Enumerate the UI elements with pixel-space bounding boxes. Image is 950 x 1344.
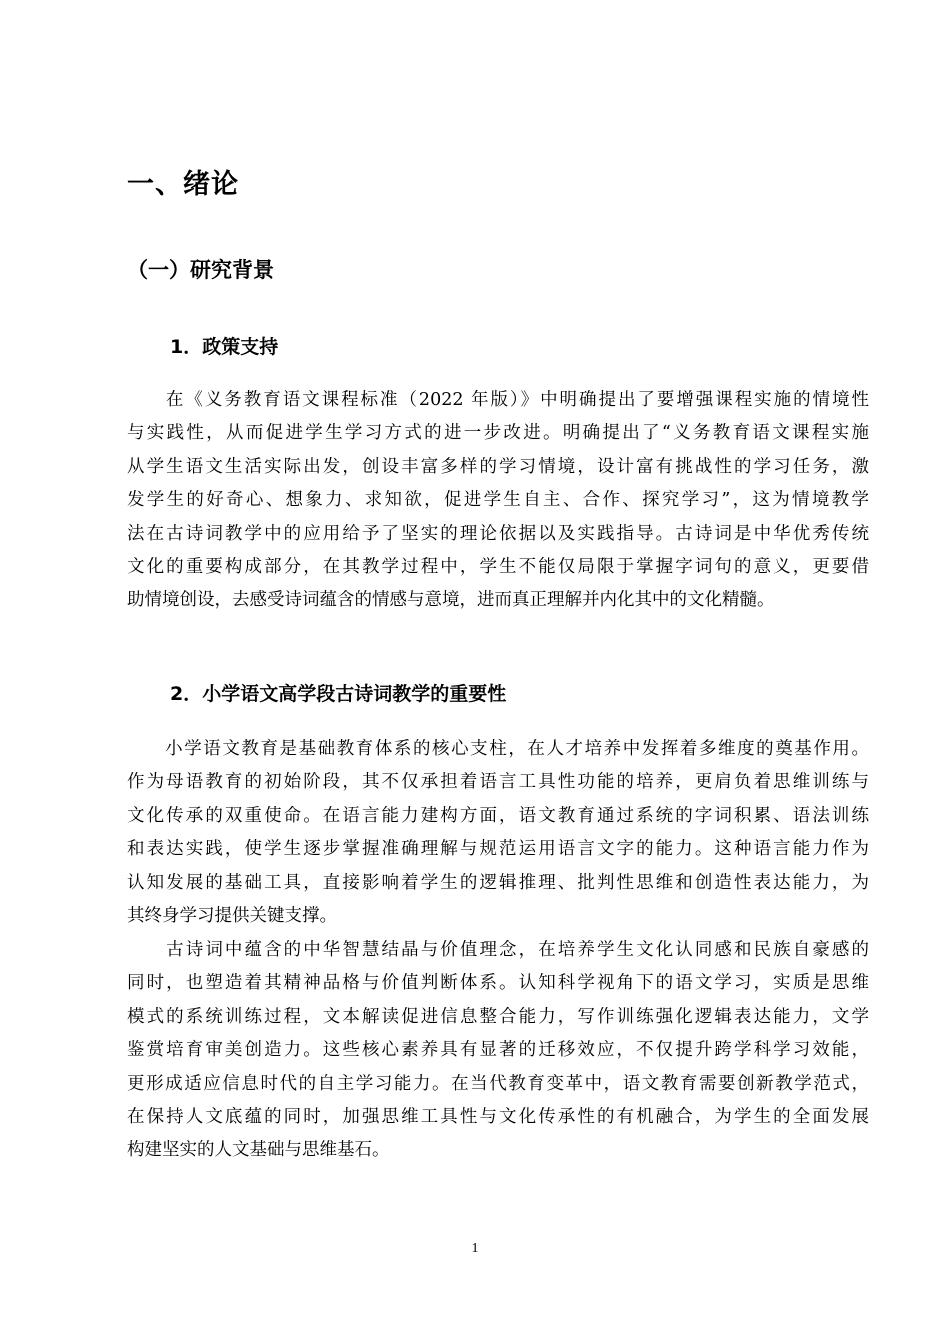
text-line: 文化的重要构成部分，在其教学过程中，学生不能仅局限于掌握字词句的意义，更要借 xyxy=(127,556,869,577)
chapter-heading: 一、绪论 xyxy=(127,169,239,200)
text-line: 在保持人文底蕴的同时，加强思维工具性与文化传承性的有机融合，为学生的全面发展 xyxy=(127,1106,869,1127)
text-line: 更形成适应信息时代的自主学习能力。在当代教育变革中，语文教育需要创新教学范式， xyxy=(127,1073,869,1094)
subsection-heading-policy: 1．政策支持 xyxy=(170,336,279,358)
text-line: 与实践性，从而促进学生学习方式的进一步改进。明确提出了“义务教育语文课程实施 xyxy=(127,423,869,444)
section-heading: （一）研究背景 xyxy=(127,258,274,282)
text-line: 发学生的好奇心、想象力、求知欲，促进学生自主、合作、探究学习”，这为情境教学 xyxy=(127,490,869,511)
text-line: 模式的系统训练过程，文本解读促进信息整合能力，写作训练强化逻辑表达能力，文学 xyxy=(127,1006,869,1027)
text-line: 在《义务教育语文课程标准（2022 年版）》中明确提出了要增强课程实施的情境性 xyxy=(127,390,869,410)
text-line: 认知发展的基础工具，直接影响着学生的逻辑推理、批判性思维和创造性表达能力，为 xyxy=(127,872,869,893)
text-line: 助情境创设，去感受诗词蕴含的情感与意境，进而真正理解并内化其中的文化精髓。 xyxy=(127,590,775,611)
text-line: 小学语文教育是基础教育体系的核心支柱，在人才培养中发挥着多维度的奠基作用。 xyxy=(127,739,869,759)
text-line: 文化传承的双重使命。在语言能力建构方面，语文教育通过系统的字词积累、语法训练 xyxy=(127,805,869,826)
text-line: 法在古诗词教学中的应用给予了坚实的理论依据以及实践指导。古诗词是中华优秀传统 xyxy=(127,523,869,544)
subsection-heading-importance: 2．小学语文高学段古诗词教学的重要性 xyxy=(170,683,507,705)
text-line: 作为母语教育的初始阶段，其不仅承担着语言工具性功能的培养，更肩负着思维训练与 xyxy=(127,772,869,793)
paragraph-policy xyxy=(127,384,869,618)
text-line: 构建坚实的人文基础与思维基石。 xyxy=(127,1140,390,1161)
text-line: 古诗词中蕴含的中华智慧结晶与价值理念，在培养学生文化认同感和民族自豪感的 xyxy=(127,940,869,960)
text-line: 和表达实践，使学生逐步掌握准确理解与规范运用语言文字的能力。这种语言能力作为 xyxy=(127,839,869,860)
text-line: 同时，也塑造着其精神品格与价值判断体系。认知科学视角下的语文学习，实质是思维 xyxy=(127,973,869,994)
text-line: 鉴赏培育审美创造力。这些核心素养具有显著的迁移效应，不仅提升跨学科学习效能， xyxy=(127,1040,869,1061)
page-number: 1 xyxy=(471,1241,479,1256)
paragraph-importance-2 xyxy=(127,934,869,1168)
text-line: 从学生语文生活实际出发，创设丰富多样的学习情境，设计富有挑战性的学习任务，激 xyxy=(127,456,869,477)
text-line: 其终身学习提供关键支撑。 xyxy=(127,905,337,926)
paragraph-importance-1 xyxy=(127,733,869,933)
